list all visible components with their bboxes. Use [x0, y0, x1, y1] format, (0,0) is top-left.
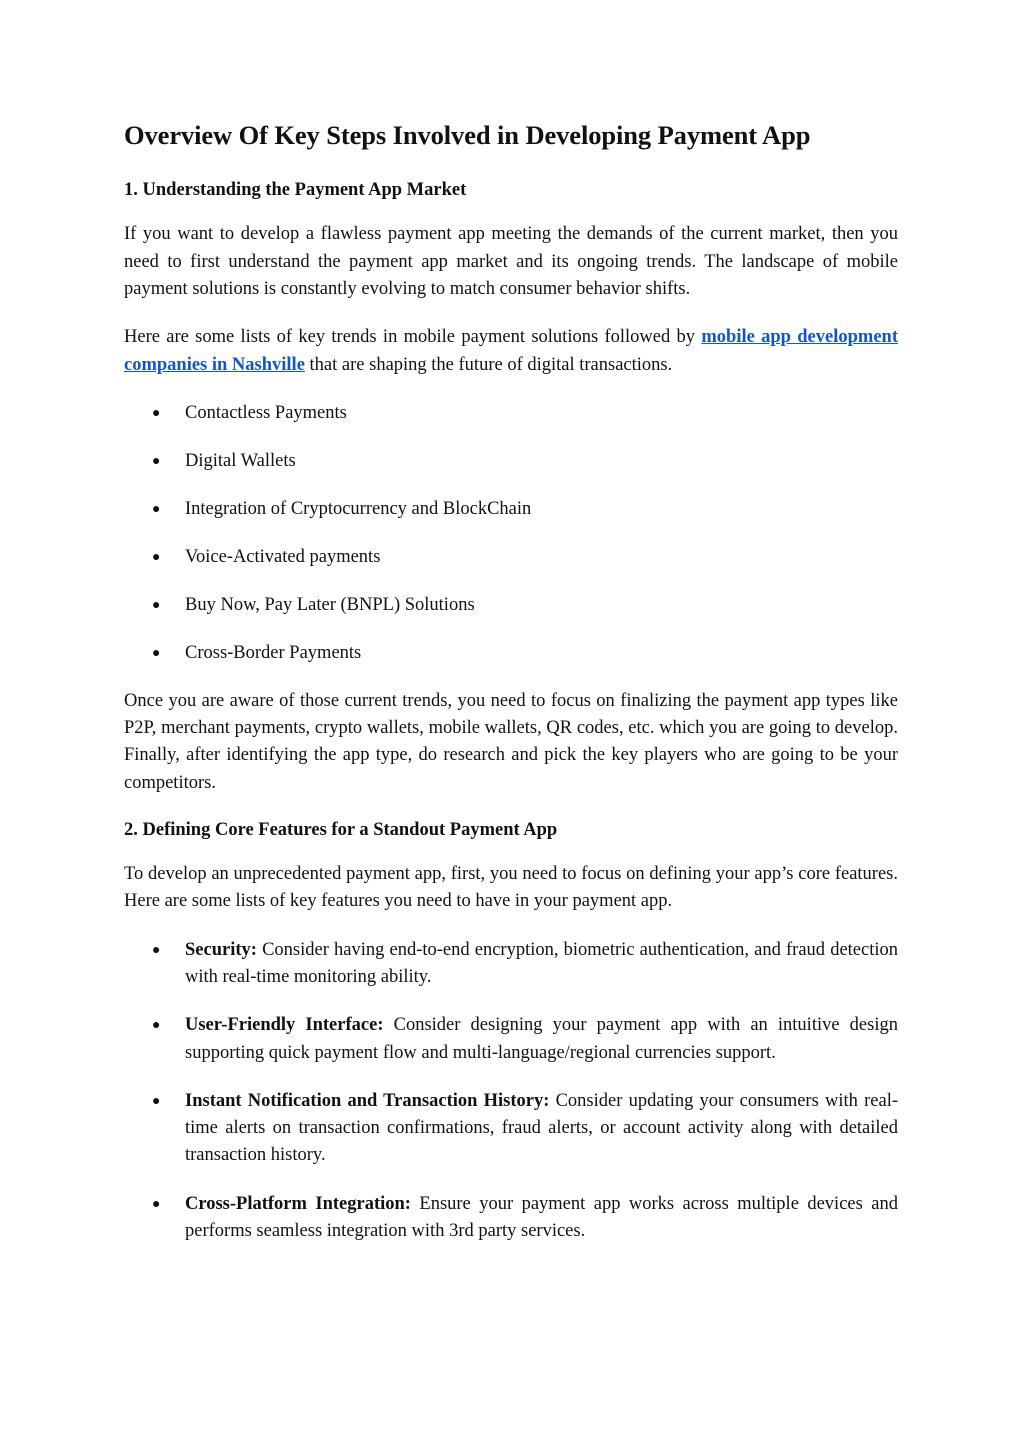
document-title: Overview Of Key Steps Involved in Developing Payment App — [124, 120, 811, 150]
paragraph-market-intro: If you want to develop a flawless payment app meeting the demands of the current market, then you need to first understand the payment app market and its ongoing trends. The landscape of mobile payment solutions is constantly evolving to match consumer behavior shifts. — [124, 224, 898, 299]
nashville-companies-link[interactable]: mobile app development companies in Nashville — [124, 327, 898, 375]
bullet-icon: ● — [152, 942, 161, 958]
list-item — [124, 1191, 898, 1246]
paragraph-app-types: Once you are aware of those current trends, you need to focus on finalizing the payment app types like P2P, merchant payments, crypto wallets, mobile wallets, QR codes, etc. which you are going to develop. Finally, after identifying the app type, do research and pick the key players who are going to be your competitors. — [124, 690, 898, 793]
list-item — [124, 400, 898, 427]
list-item — [124, 496, 898, 523]
trend-label: Contactless Payments — [185, 402, 347, 423]
trend-label: Voice-Activated payments — [185, 546, 381, 567]
document-page — [124, 118, 898, 1266]
list-item — [124, 1012, 898, 1067]
trend-label: Buy Now, Pay Later (BNPL) Solutions — [185, 594, 475, 615]
bullet-icon: ● — [152, 645, 161, 661]
list-item — [124, 592, 898, 619]
trend-label: Integration of Cryptocurrency and BlockChain — [185, 498, 532, 519]
trends-list — [124, 400, 898, 667]
trend-label: Cross-Border Payments — [185, 642, 362, 663]
bullet-icon: ● — [152, 597, 161, 613]
list-item — [124, 544, 898, 571]
paragraph-trends-text-after: that are shaping the future of digital transactions. — [304, 354, 673, 375]
list-item — [124, 937, 898, 992]
bullet-icon: ● — [152, 1018, 161, 1034]
bullet-icon: ● — [152, 405, 161, 421]
list-item — [124, 1088, 898, 1170]
features-list — [124, 937, 898, 1246]
feature-label: Security: — [185, 939, 257, 960]
feature-text: Consider updating your consumers with real-time alerts on transaction confirmations, fraud alerts, or account activity along with detailed transaction history. — [185, 1090, 898, 1166]
list-item — [124, 640, 898, 667]
section-heading-market: 1. Understanding the Payment App Market — [124, 180, 467, 201]
paragraph-features-intro: To develop an unprecedented payment app, first, you need to focus on defining your app’s core features. Here are some lists of key features you need to have in your payment app. — [124, 864, 898, 912]
feature-label: User-Friendly Interface: — [185, 1015, 384, 1036]
bullet-icon: ● — [152, 549, 161, 565]
feature-label: Instant Notification and Transaction History: — [185, 1090, 550, 1111]
bullet-icon: ● — [152, 1093, 161, 1109]
list-item — [124, 448, 898, 475]
section-heading-features: 2. Defining Core Features for a Standout Payment App — [124, 820, 558, 841]
feature-text: Consider designing your payment app with an intuitive design supporting quick payment flow and multi-language/regional currencies support. — [185, 1015, 898, 1063]
bullet-icon: ● — [152, 1196, 161, 1212]
feature-label: Cross-Platform Integration: — [185, 1193, 411, 1214]
bullet-icon: ● — [152, 501, 161, 517]
trend-label: Digital Wallets — [185, 450, 296, 471]
paragraph-trends-intro — [124, 324, 898, 379]
feature-text: Consider having end-to-end encryption, biometric authentication, and fraud detection with real-time monitoring ability. — [185, 939, 898, 987]
feature-text: Ensure your payment app works across multiple devices and performs seamless integration with 3rd party services. — [185, 1193, 898, 1242]
paragraph-trends-text-before: Here are some lists of key trends in mobile payment solutions followed by — [124, 327, 702, 348]
bullet-icon: ● — [152, 453, 161, 469]
